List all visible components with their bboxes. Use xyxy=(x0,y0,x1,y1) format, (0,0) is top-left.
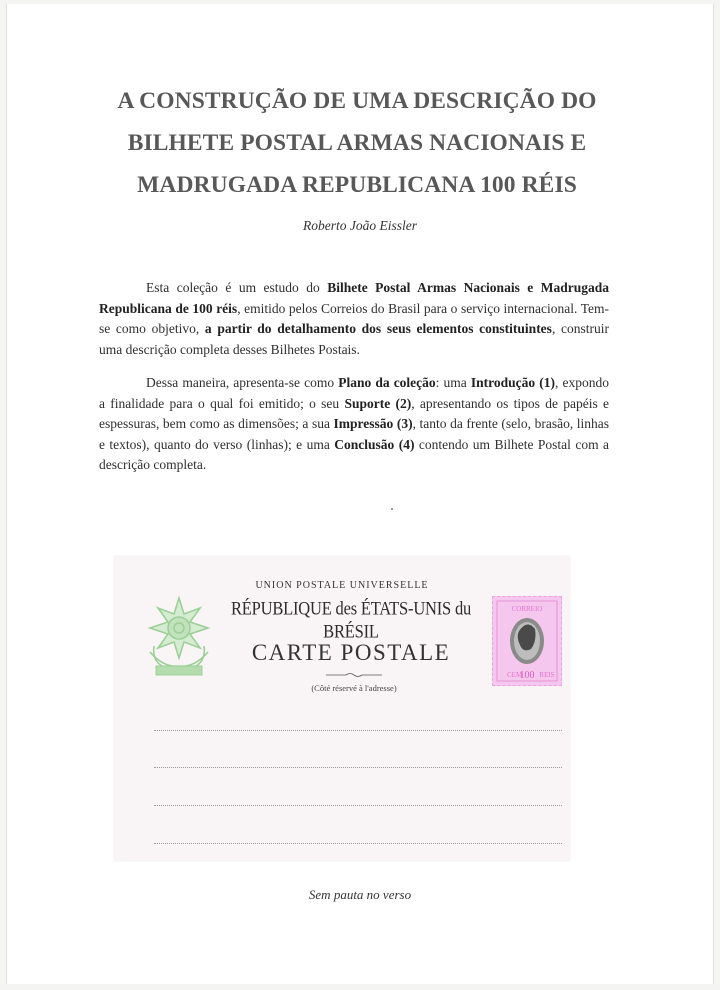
p1-text-3: , construir uma descrição completa desses Bilhetes Postais. xyxy=(99,321,609,357)
p2-text-1: Dessa maneira, apresenta-se como xyxy=(146,375,339,390)
p1-bold-2: a partir do detalhamento dos seus elementos constituintes xyxy=(204,321,552,336)
stamp-cem-text: CEM xyxy=(507,671,523,679)
body-text xyxy=(99,278,609,489)
p2-text-4: , apresentando os tipos de papéis e espessuras, bem como as dimensões; a sua xyxy=(99,395,609,431)
address-line xyxy=(154,843,562,844)
p2-text-5: , tanto da frente (selo, brasão, linhas e textos), quanto do verso (linhas); e uma xyxy=(99,416,610,452)
stray-dot xyxy=(391,508,393,510)
postcard-union-label: UNION POSTALE UNIVERSELLE xyxy=(255,580,429,591)
p2-bold-5: Conclusão (4) xyxy=(334,436,415,452)
printed-stamp xyxy=(492,596,562,686)
title-line-1: A CONSTRUÇÃO DE UMA DESCRIÇÃO DO xyxy=(117,88,597,114)
p2-bold-4: Impressão (3) xyxy=(333,416,413,431)
address-line xyxy=(154,805,562,806)
paragraph-1 xyxy=(99,278,609,360)
stamp-top-text: CORREIO xyxy=(511,605,543,613)
address-line xyxy=(154,767,562,768)
p1-text-2: , emitido pelos Correios do Brasil para o serviço internacional. Tem-se como objetivo, xyxy=(99,300,609,336)
p1-bold-1: Bilhete Postal Armas Nacionais e Madrugada Republicana de 100 réis xyxy=(99,280,609,316)
stamp-reis-text: REIS xyxy=(539,671,555,679)
document-title xyxy=(47,80,667,206)
postcard-caption: Sem pauta no verso xyxy=(308,887,412,902)
p2-bold-1: Plano da coleção xyxy=(338,375,436,390)
title-line-3: MADRUGADA REPUBLICANA 100 RÉIS xyxy=(137,172,577,198)
stamp-portrait-icon xyxy=(493,597,561,685)
p2-bold-2: Introdução (1) xyxy=(470,375,556,390)
postcard-republic-label: RÉPUBLIQUE des ÉTATS-UNIS du BRÉSIL xyxy=(230,597,472,642)
coat-of-arms-icon xyxy=(144,594,214,682)
postcard-image xyxy=(114,556,570,861)
author-name: Roberto João Eissler xyxy=(303,218,417,233)
p2-text-6: contendo um Bilhete Postal com a descrição completa. xyxy=(99,436,609,472)
title-line-2: BILHETE POSTAL ARMAS NACIONAIS E xyxy=(127,130,587,156)
flourish-ornament xyxy=(324,672,384,678)
document-page xyxy=(6,4,714,984)
p2-text-2: : uma xyxy=(435,375,471,390)
postcard-title: CARTE POSTALE xyxy=(251,640,451,665)
postcard-address-note: (Côté réservé à l'adresse) xyxy=(311,683,397,693)
paragraph-2 xyxy=(99,373,609,476)
p2-bold-3: Suporte (2) xyxy=(344,395,412,411)
p2-text-3: , expondo a finalidade para o qual foi emitido; o seu xyxy=(99,375,609,411)
address-line xyxy=(154,730,562,731)
p1-text-1: Esta coleção é um estudo do xyxy=(146,280,328,295)
stamp-value-text: 100 xyxy=(519,670,535,681)
